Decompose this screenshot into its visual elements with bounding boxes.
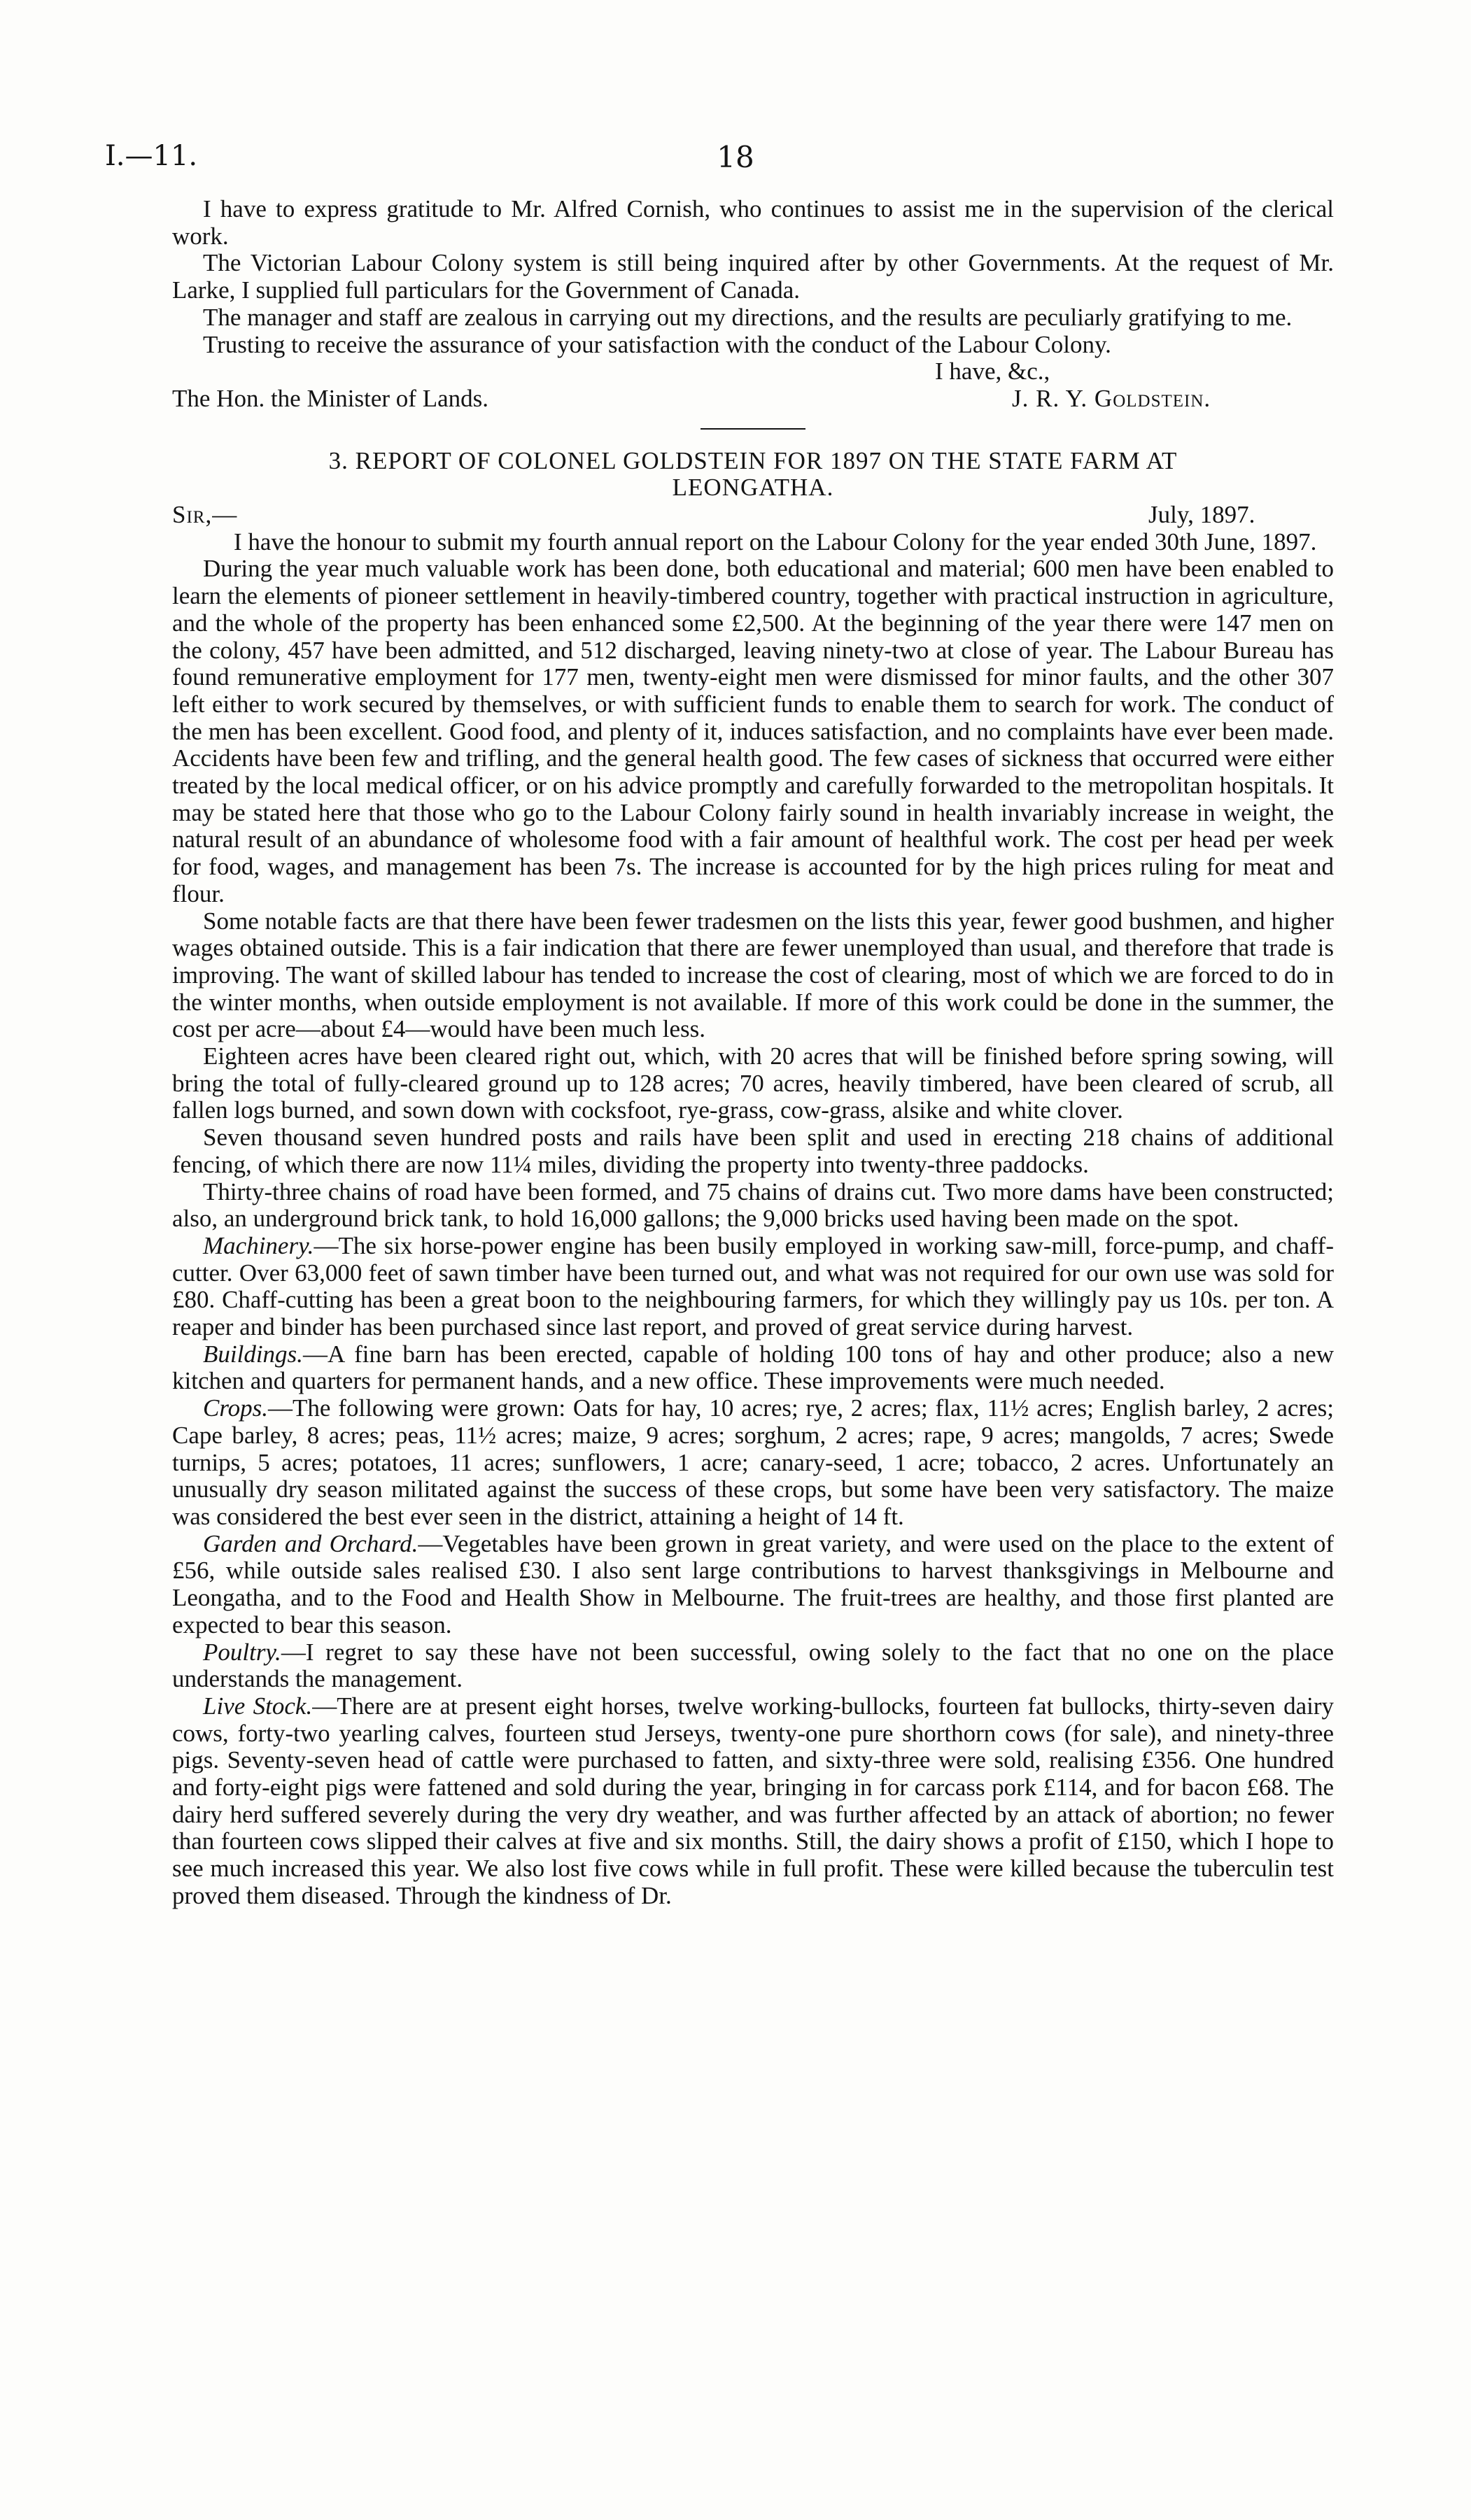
section-heading: Machinery. [203, 1231, 314, 1259]
paragraph: Eighteen acres have been cleared right out, which, with 20 acres that will be finished before spring sowing, will bring the total of fully-cleared ground up to 128 acres; 70 acres, heavily timbered, have been cleared of scrub, all fallen logs burned, and sown down with cocksfoot, rye-grass, cow-grass, alsike and white clover. [172, 1042, 1334, 1124]
section-text: —A fine barn has been erected, capable of holding 100 tons of hay and other produce; also a new kitchen and quarters for permanent hands, and a new office. These improvements were much needed. [172, 1340, 1334, 1395]
document-reference: I.—11. [105, 140, 198, 172]
section-poultry [172, 1639, 1334, 1693]
salutation: Sir,— [172, 501, 238, 528]
section-heading: Garden and Orchard. [203, 1529, 418, 1557]
section-divider [701, 428, 805, 430]
section-garden-orchard [172, 1531, 1334, 1639]
valediction: I have, &c., [935, 358, 1050, 385]
paragraph: I have the honour to submit my fourth annual report on the Labour Colony for the year ended 30th June, 1897. [234, 528, 1317, 555]
valediction-row [172, 358, 1334, 385]
section-heading: Poultry. [203, 1638, 281, 1666]
addressee: The Hon. the Minister of Lands. [172, 384, 488, 412]
signature-row [172, 385, 1334, 413]
page-header [105, 140, 1366, 182]
section-heading: Crops. [203, 1394, 269, 1422]
intro-paragraph: I have to express gratitude to Mr. Alfred Cornish, who continues to assist me in the supervision of the clerical work. [172, 195, 1334, 250]
intro-paragraph: The manager and staff are zealous in carrying out my directions, and the results are peculiarly gratifying to me. [203, 303, 1293, 331]
section-buildings [172, 1341, 1334, 1395]
document-body [172, 196, 1334, 2435]
section-text: —I regret to say these have not been successful, owing solely to the fact that no one on the place understands the management. [172, 1638, 1334, 1693]
paragraph: Some notable facts are that there have been fewer tradesmen on the lists this year, fewer good bushmen, and higher wages obtained outside. This is a fair indication that there are fewer unemployed than usual, and therefore that trade is improving. The want of skilled labour has tended to increase the cost of clearing, most of which we are forced to do in the winter months, when outside employment is not available. If more of this work could be done in the summer, the cost per acre—about £4—would have been much less. [172, 907, 1334, 1043]
intro-paragraph: Trusting to receive the assurance of your satisfaction with the conduct of the Labour Colony. [203, 330, 1111, 358]
section-text: —There are at present eight horses, twelve working-bullocks, fourteen fat bullocks, thirty-seven dairy cows, forty-two yearling calves, fourteen stud Jerseys, twenty-one pure shorthorn cows (for sale), and ninety-three pigs. Seventy-seven head of cattle were purchased to fatten, and sixty-three were sold, realising £356. One hundred and forty-eight pigs were fattened and sold during the year, bringing in for carcass pork £114, and for bacon £68. The dairy herd suffered severely during the very dry weather, and was further affected by an attack of abortion; no fewer than fourteen cows slipped their calves at five and six months. Still, the dairy shows a profit of £150, which I hope to see much increased this year. We also lost five cows while in full profit. These were killed because the tuberculin test proved them diseased. Through the kindness of Dr. [172, 1692, 1334, 1909]
signatory: J. R. Y. Goldstein. [1012, 384, 1211, 412]
section-text: —Vegetables have been grown in great variety, and were used on the place to the extent of £56, while outside sales realised £30. I also sent large contributions to harvest thanksgivings in Melbourne and Leongatha, and to the Food and Health Show in Melbourne. The fruit-trees are healthy, and those first planted are expected to bear this season. [172, 1529, 1334, 1638]
section-heading: Buildings. [203, 1340, 303, 1368]
intro-paragraph: The Victorian Labour Colony system is still being inquired after by other Governments. At the request of Mr. Larke, I supplied full particulars for the Government of Canada. [172, 249, 1334, 304]
report-title-line2: LEONGATHA. [672, 474, 834, 502]
salutation-row [172, 502, 1334, 529]
report-title: 3. REPORT OF COLONEL GOLDSTEIN FOR 1897 ON THE STATE FARM AT [328, 446, 1178, 474]
paragraph: Seven thousand seven hundred posts and rails have been split and used in erecting 218 chains of additional fencing, of which there are now 11¼ miles, dividing the property into twenty-three paddocks. [172, 1124, 1334, 1178]
paragraph: Thirty-three chains of road have been formed, and 75 chains of drains cut. Two more dams have been constructed; also, an underground brick tank, to hold 16,000 gallons; the 9,000 bricks used having been made on the spot. [172, 1177, 1334, 1233]
section-text: —The following were grown: Oats for hay, 10 acres; rye, 2 acres; flax, 11½ acres; English barley, 2 acres; Cape barley, 8 acres; peas, 11½ acres; maize, 9 acres; sorghum, 2 acres; rape, 9 acres; mangolds, 7 acres; Swede turnips, 5 acres; potatoes, 11 acres; sunflowers, 1 acre; canary-seed, 1 acre; tobacco, 2 acres. Unfortunately an unusually dry season militated against the success of these crops, but some have been very satisfactory. The maize was considered the best ever seen in the district, attaining a height of 14 ft. [172, 1394, 1334, 1530]
section-crops [172, 1395, 1334, 1531]
section-machinery [172, 1233, 1334, 1341]
report-date: July, 1897. [1148, 501, 1255, 528]
section-heading: Live Stock. [203, 1692, 313, 1720]
section-live-stock [172, 1693, 1334, 1910]
section-text: —The six horse-power engine has been busily employed in working saw-mill, force-pump, and chaff-cutter. Over 63,000 feet of sawn timber have been turned out, and what was not required for our own use was sold for £80. Chaff-cutting has been a great boon to the neighbouring farmers, for which they willingly pay us 10s. per ton. A reaper and binder has been purchased since last report, and proved of great service during harvest. [172, 1231, 1334, 1341]
page-number: 18 [717, 140, 754, 174]
paragraph: During the year much valuable work has been done, both educational and material; 600 men have been enabled to learn the elements of pioneer settlement in heavily-timbered country, together with practical instruction in agriculture, and the whole of the property has been enhanced some £2,500. At the beginning of the year there were 147 men on the colony, 457 have been admitted, and 512 discharged, leaving ninety-two at close of year. The Labour Bureau has found remunerative employment for 177 men, twenty-eight men were dismissed for minor faults, and the other 307 left either to work secured by themselves, or with sufficient funds to enable them to search for work. The conduct of the men has been excellent. Good food, and plenty of it, induces satisfaction, and no complaints have ever been made. Accidents have been few and trifling, and the general health good. The few cases of sickness that occurred were either treated by the local medical officer, or on his advice promptly and carefully forwarded to the metropolitan hospitals. It may be stated here that those who go to the Labour Colony fairly sound in health invariably increase in weight, the natural result of an abundance of wholesome food with a fair amount of healthful work. The cost per head per week for food, wages, and management has been 7s. The increase is accounted for by the high prices ruling for meat and flour. [172, 555, 1334, 907]
